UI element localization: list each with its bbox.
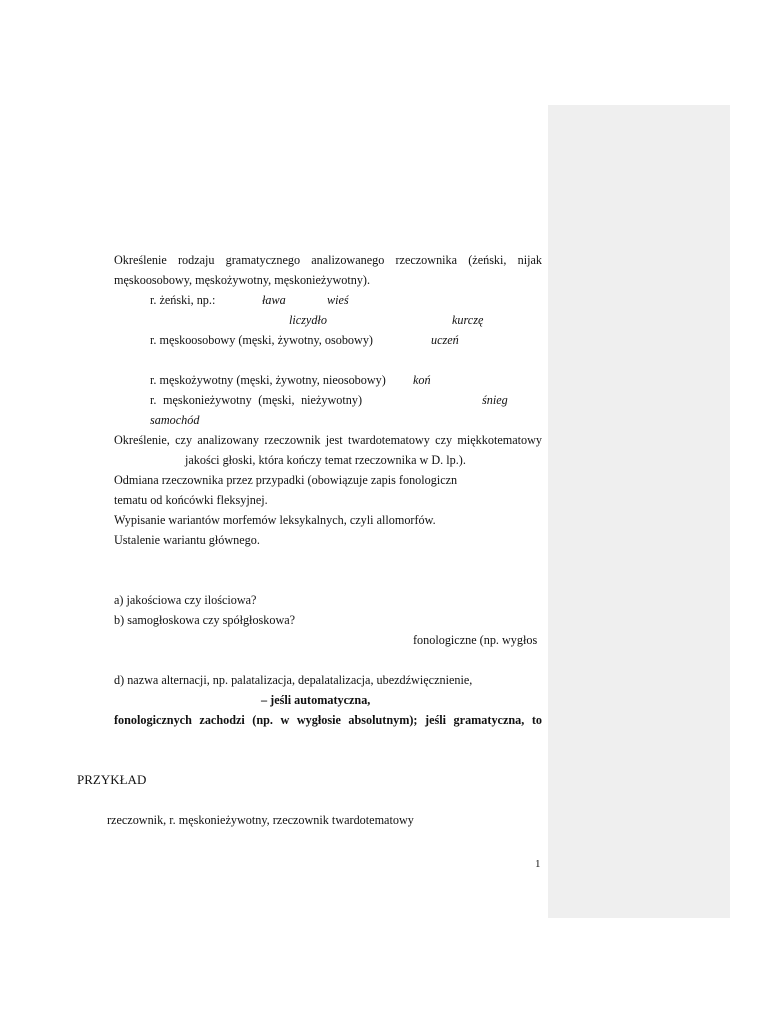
text-line: r. żeński, np.: <box>150 293 216 307</box>
example-word: koń <box>413 373 431 387</box>
example-word: uczeń <box>431 333 459 347</box>
list-item: d) nazwa alternacji, np. palatalizacja, depalatalizacja, ubezdźwięcznienie, <box>114 673 473 687</box>
page-number: 1 <box>535 858 541 870</box>
text-line: jakości głoski, która kończy temat rzeczownika w D. lp.). <box>185 453 466 467</box>
text-line: Określenie, czy analizowany rzeczownik jest twardotematowy czy miękkotematowy <box>114 433 542 447</box>
example-line: rzeczownik, r. męskonieżywotny, rzeczownik twardotematowy <box>107 813 414 827</box>
example-word: kurczę <box>452 313 484 327</box>
example-word: samochód <box>150 413 200 427</box>
text-line: Odmiana rzeczownika przez przypadki (obowiązuje zapis fonologiczn <box>114 473 458 487</box>
list-item: a) jakościowa czy ilościowa? <box>114 593 257 607</box>
comment-pane <box>548 105 730 918</box>
section-heading: PRZYKŁAD <box>77 772 147 787</box>
text-line: Ustalenie wariantu głównego. <box>114 533 260 547</box>
text-line: r. męskoosobowy (męski, żywotny, osobowy) <box>150 333 373 347</box>
text-line: męskoosobowy, męskożywotny, męskonieżywotny). <box>114 273 371 287</box>
text-line: Określenie rodzaju gramatycznego analizowanego rzeczownika (żeński, nijak <box>114 253 542 267</box>
example-word: śnieg <box>482 393 508 407</box>
text-line: tematu od końcówki fleksyjnej. <box>114 493 268 507</box>
text-line: Wypisanie wariantów morfemów leksykalnych, czyli allomorfów. <box>114 513 436 527</box>
text-line: r. męskonieżywotny (męski, nieżywotny) <box>150 393 362 407</box>
text-line: fonologiczne (np. wygłos <box>413 633 538 647</box>
example-word: wieś <box>327 293 349 307</box>
example-word: ława <box>262 293 286 307</box>
text-line: r. męskożywotny (męski, żywotny, nieosobowy) <box>150 373 386 387</box>
list-item: b) samogłoskowa czy spółgłoskowa? <box>114 613 296 627</box>
bold-text: fonologicznych zachodzi (np. w wygłosie absolutnym); jeśli gramatyczna, to <box>114 713 542 727</box>
example-word: liczydło <box>289 313 327 327</box>
bold-text: – jeśli automatyczna, <box>261 693 371 707</box>
